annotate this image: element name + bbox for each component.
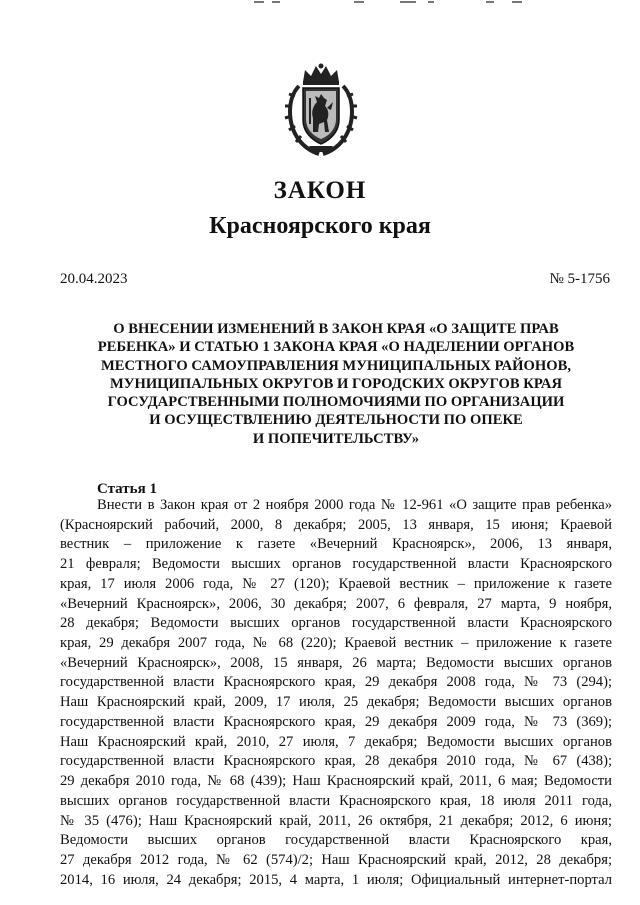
heading-line: МУНИЦИПАЛЬНЫХ ОКРУГОВ И ГОРОДСКИХ ОКРУГОВ КРАЯ: [109, 375, 562, 392]
body-line: Внести в Закон края от 2 ноября 2000 года № 12-961 «О защите прав ребенка»: [97, 497, 612, 513]
body-line: Наш Красноярский край, 2009, 17 июля, 25 декабря; Ведомости высших органов: [60, 694, 612, 711]
body-line: Ведомости высших органов государственной власти Красноярского края,: [60, 832, 612, 849]
law-heading: [60, 320, 612, 448]
heading-line: О ВНЕСЕНИИ ИЗМЕНЕНИЙ В ЗАКОН КРАЯ «О ЗАЩИТЕ ПРАВ: [113, 321, 559, 337]
body-line: (Красноярский рабочий, 2000, 8 декабря; 2005, 13 января, 15 июня; Краевой: [60, 516, 612, 533]
article-title: Статья 1: [97, 481, 157, 497]
body-line: высших органов государственной власти Красноярского края, 18 июля 2011 года,: [60, 792, 612, 809]
law-title: ЗАКОН: [273, 177, 367, 204]
coat-of-arms-icon: [283, 62, 359, 158]
heading-line: МЕСТНОГО САМОУПРАВЛЕНИЯ МУНИЦИПАЛЬНЫХ РАЙОНОВ,: [101, 357, 571, 374]
body-line: вестник – приложение к газете «Вечерний Красноярск», 2006, 13 января,: [60, 536, 612, 553]
body-line: 27 декабря 2012 года, № 62 (574)/2; Наш Красноярский край, 2012, 28 декабря;: [60, 851, 612, 868]
heading-line: И ОСУЩЕСТВЛЕНИЮ ДЕЯТЕЛЬНОСТИ ПО ОПЕКЕ: [149, 412, 523, 429]
article-body: [60, 496, 612, 890]
body-line: государственной власти Красноярского края, 29 декабря 2008 года, № 73 (294);: [60, 674, 612, 691]
body-line: 2014, 16 июля, 24 декабря; 2015, 4 марта, 1 июля; Официальный интернет-портал: [60, 871, 612, 888]
body-line: «Вечерний Красноярск», 2006, 30 декабря; 2007, 6 февраля, 27 марта, 9 ноября,: [60, 595, 612, 612]
body-line: 29 декабря 2010 года, № 68 (439); Наш Красноярский край, 2011, 6 мая; Ведомости: [60, 773, 612, 790]
body-line: края, 29 декабря 2007 года, № 68 (220); Краевой вестник – приложение к газете: [60, 635, 612, 652]
document-date: 20.04.2023: [60, 271, 128, 287]
body-line: 21 февраля; Ведомости высших органов государственной власти Красноярского: [60, 556, 612, 573]
body-line: Наш Красноярский край, 2010, 27 июля, 7 декабря; Ведомости высших органов: [60, 733, 612, 750]
heading-line: И ПОПЕЧИТЕЛЬСТВУ»: [252, 430, 420, 447]
body-line: государственной власти Красноярского края, 29 декабря 2009 года, № 73 (369);: [60, 713, 612, 730]
body-line: «Вечерний Красноярск», 2008, 15 января, 26 марта; Ведомости высших органов: [60, 654, 612, 671]
body-line: № 35 (476); Наш Красноярский край, 2011, 26 октября, 21 декабря; 2012, 6 июня;: [60, 812, 612, 829]
law-subtitle: Красноярского края: [209, 213, 431, 239]
scan-top-marks: [250, 0, 550, 6]
heading-line: РЕБЕНКА» И СТАТЬЮ 1 ЗАКОНА КРАЯ «О НАДЕЛЕНИИ ОРГАНОВ: [97, 339, 575, 356]
document-number: № 5-1756: [549, 271, 610, 287]
body-line: государственной власти Красноярского края, 28 декабря 2010 года, № 67 (438);: [60, 753, 612, 770]
body-line: края, 17 июля 2006 года, № 27 (120); Краевой вестник – приложение к газете: [60, 575, 612, 592]
heading-line: ГОСУДАРСТВЕННЫМИ ПОЛНОМОЧИЯМИ ПО ОРГАНИЗАЦИИ: [107, 394, 565, 411]
body-line: 28 декабря; Ведомости высших органов государственной власти Красноярского: [60, 615, 612, 632]
